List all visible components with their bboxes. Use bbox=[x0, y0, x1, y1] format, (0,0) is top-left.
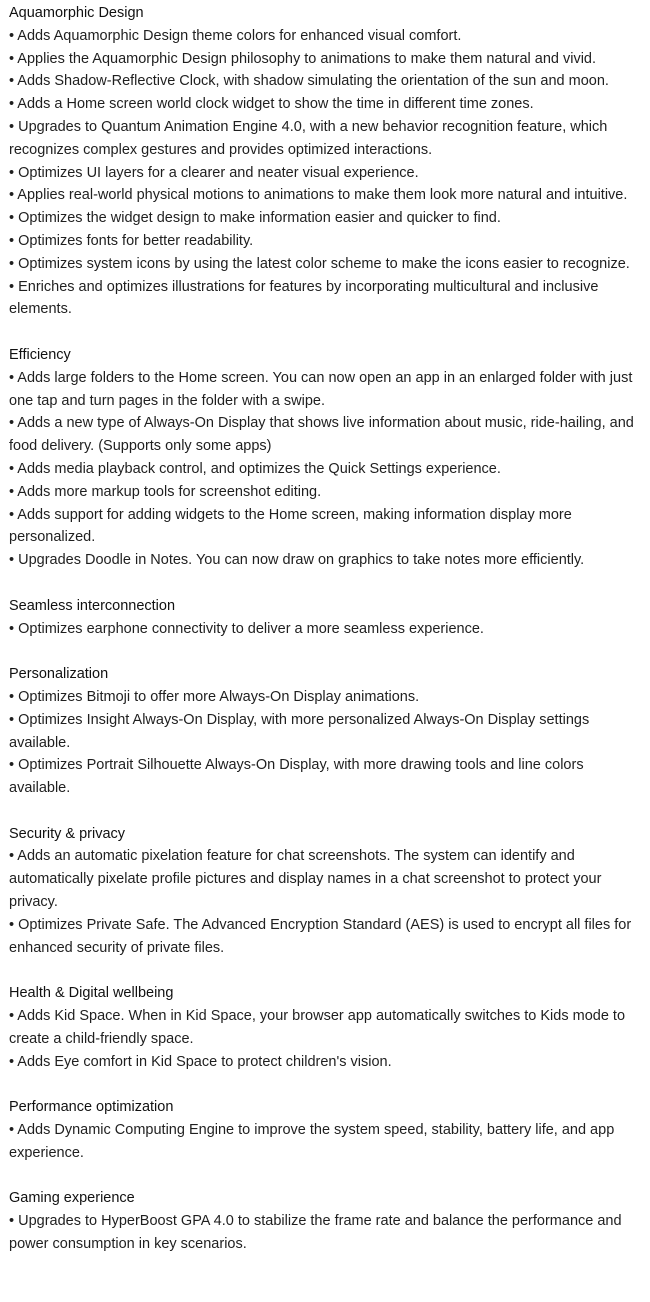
list-item: • Adds Eye comfort in Kid Space to protect children's vision. bbox=[9, 1053, 392, 1070]
section-aquamorphic-design bbox=[9, 2, 644, 321]
list-item: • Adds a new type of Always-On Display that shows live information about music, ride-hailing, and food delivery. (Supports only some apps) bbox=[9, 415, 634, 455]
list-item: • Adds Shadow-Reflective Clock, with shadow simulating the orientation of the sun and moon. bbox=[9, 73, 609, 90]
list-item: • Optimizes Portrait Silhouette Always-On Display, with more drawing tools and line colors available. bbox=[9, 757, 584, 797]
list-item: • Adds more markup tools for screenshot editing. bbox=[9, 483, 322, 500]
section-title: Seamless interconnection bbox=[9, 597, 176, 614]
section-efficiency bbox=[9, 344, 644, 572]
list-item: • Optimizes Insight Always-On Display, with more personalized Always-On Display settings available. bbox=[9, 711, 590, 751]
list-item: • Optimizes fonts for better readability. bbox=[9, 232, 254, 249]
list-item: • Applies the Aquamorphic Design philosophy to animations to make them natural and vivid. bbox=[9, 50, 597, 67]
section-security-privacy bbox=[9, 823, 644, 960]
section-gaming-experience bbox=[9, 1187, 644, 1255]
section-personalization bbox=[9, 663, 644, 800]
list-item: • Enriches and optimizes illustrations for features by incorporating multicultural and inclusive elements. bbox=[9, 278, 599, 318]
list-item: • Optimizes system icons by using the latest color scheme to make the icons easier to recognize. bbox=[9, 255, 630, 272]
list-item: • Adds Aquamorphic Design theme colors for enhanced visual comfort. bbox=[9, 27, 462, 44]
list-item: • Adds large folders to the Home screen. You can now open an app in an enlarged folder with just one tap and turn pages in the folder with a swipe. bbox=[9, 369, 633, 409]
section-title: Security & privacy bbox=[9, 825, 126, 842]
section-performance-optimization bbox=[9, 1096, 644, 1164]
section-seamless-interconnection bbox=[9, 595, 644, 641]
list-item: • Adds Kid Space. When in Kid Space, your browser app automatically switches to Kids mode to create a child-friendly space. bbox=[9, 1008, 626, 1047]
list-item: • Adds media playback control, and optimizes the Quick Settings experience. bbox=[9, 460, 501, 477]
list-item: • Upgrades to Quantum Animation Engine 4.0, with a new behavior recognition feature, which recognizes complex gestures and provides optimized interactions. bbox=[9, 118, 608, 158]
section-title: Aquamorphic Design bbox=[9, 5, 144, 21]
section-title: Efficiency bbox=[9, 346, 71, 363]
section-title: Gaming experience bbox=[9, 1190, 135, 1207]
list-item: • Adds support for adding widgets to the Home screen, making information display more personalized. bbox=[9, 506, 572, 546]
section-title: Performance optimization bbox=[9, 1099, 174, 1116]
section-title: Personalization bbox=[9, 666, 109, 683]
section-health-digital-wellbeing bbox=[9, 982, 644, 1073]
list-item: • Optimizes Private Safe. The Advanced Encryption Standard (AES) is used to encrypt all files for enhanced security of private files. bbox=[9, 916, 632, 956]
list-item: • Applies real-world physical motions to animations to make them look more natural and intuitive. bbox=[9, 187, 628, 204]
list-item: • Upgrades Doodle in Notes. You can now draw on graphics to take notes more efficiently. bbox=[9, 552, 585, 569]
list-item: • Adds an automatic pixelation feature for chat screenshots. The system can identify and automatically pixelate profile pictures and display names in a chat screenshot to protect your privacy. bbox=[9, 848, 602, 911]
list-item: • Adds Dynamic Computing Engine to improve the system speed, stability, battery life, and app experience. bbox=[9, 1122, 615, 1161]
list-item: • Optimizes earphone connectivity to deliver a more seamless experience. bbox=[9, 620, 484, 637]
list-item: • Upgrades to HyperBoost GPA 4.0 to stabilize the frame rate and balance the performance and power consumption in key scenarios. bbox=[9, 1213, 622, 1253]
section-title: Health & Digital wellbeing bbox=[9, 985, 174, 1002]
list-item: • Optimizes the widget design to make information easier and quicker to find. bbox=[9, 210, 501, 227]
list-item: • Optimizes UI layers for a clearer and neater visual experience. bbox=[9, 164, 419, 181]
list-item: • Adds a Home screen world clock widget to show the time in different time zones. bbox=[9, 96, 534, 113]
list-item: • Optimizes Bitmoji to offer more Always-On Display animations. bbox=[9, 688, 420, 705]
